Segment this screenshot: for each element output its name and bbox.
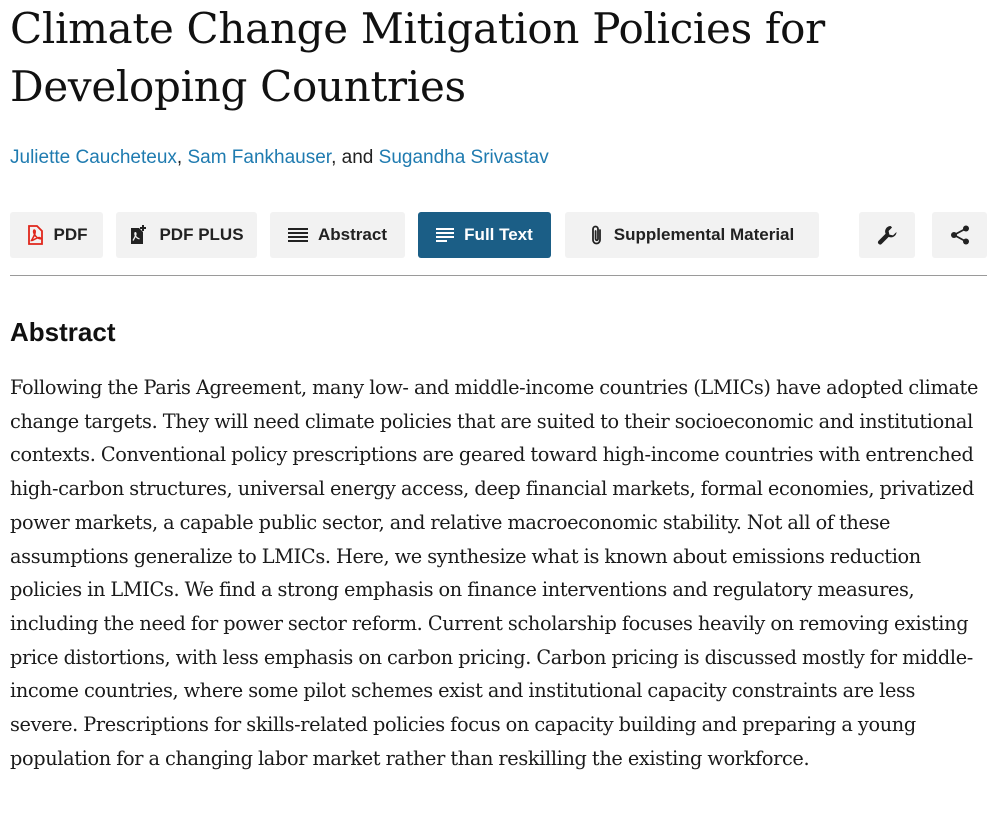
toolbar-divider xyxy=(10,275,987,276)
supplemental-material-button[interactable] xyxy=(565,212,819,258)
full-text-icon xyxy=(436,227,454,243)
pdf-plus-label: PDF PLUS xyxy=(159,225,244,244)
supplemental-material-label: Supplemental Material xyxy=(613,225,795,244)
pdf-plus-button[interactable] xyxy=(116,212,257,258)
list-lines-icon xyxy=(288,227,308,243)
author-separator: , and xyxy=(331,147,379,168)
full-text-button[interactable] xyxy=(418,212,551,258)
pdf-plus-icon xyxy=(129,224,149,246)
author-link[interactable]: Juliette Caucheteux xyxy=(10,147,177,168)
pdf-icon xyxy=(26,225,44,245)
wrench-icon xyxy=(876,224,898,246)
author-list xyxy=(10,144,549,172)
author-separator: , xyxy=(176,147,188,168)
author-link[interactable]: Sam Fankhauser xyxy=(187,147,332,168)
abstract-text: Following the Paris Agreement, many low- and middle-income countries (LMICs) have adopted climate change targets. They will need climate policies that are suited to their socioeconomic and institutional contexts. Conventional policy prescriptions are geared toward high-income countries with entrenched high-carbon structures, universal energy access, deep financial markets, formal economies, privatized power markets, a capable public sector, and relative macroeconomic stability. Not all of these assumptions generalize to LMICs. Here, we synthesize what is known about emissions reduction policies in LMICs. We find a strong emphasis on finance interventions and regulatory measures, including the need for power sector reform. Current scholarship focuses heavily on removing existing price distortions, with less emphasis on carbon pricing. Carbon pricing is discussed mostly for middle-income countries, where some pilot schemes exist and institutional capacity constraints are less severe. Prescriptions for skills-related policies focus on capacity building and preparing a young population for a changing labor market rather than reskilling the existing workforce. xyxy=(10,376,979,770)
pdf-label: PDF xyxy=(53,225,88,244)
paperclip-icon xyxy=(590,224,604,246)
share-icon xyxy=(949,224,971,246)
abstract-label: Abstract xyxy=(318,225,387,244)
abstract-heading: Abstract xyxy=(10,317,116,347)
abstract-button[interactable] xyxy=(270,212,405,258)
author-link[interactable]: Sugandha Srivastav xyxy=(378,147,549,168)
pdf-button[interactable] xyxy=(10,212,103,258)
share-button[interactable] xyxy=(932,212,987,258)
full-text-label: Full Text xyxy=(464,225,533,244)
article-title: Climate Change Mitigation Policies for Developing Countries xyxy=(10,4,825,111)
tools-button[interactable] xyxy=(859,212,915,258)
